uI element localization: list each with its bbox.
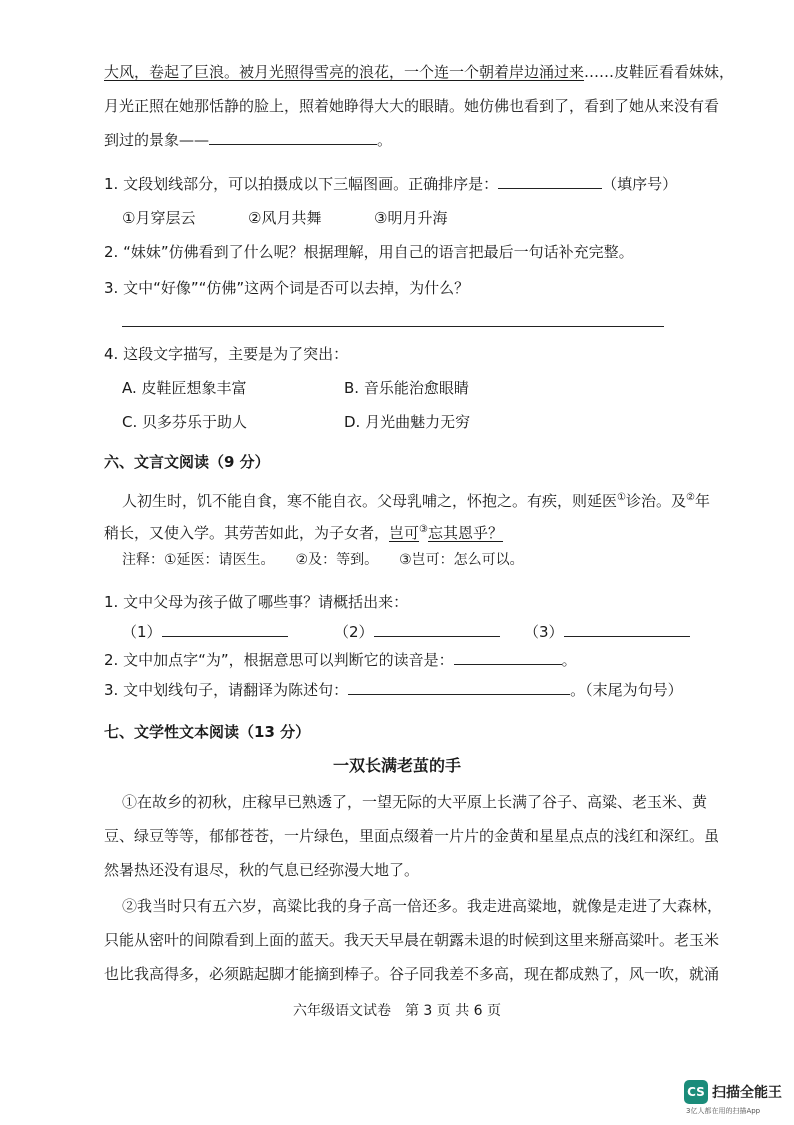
answer-blank[interactable] — [374, 622, 500, 637]
passage-line-3-text: 到过的景象—— — [104, 131, 210, 149]
section-6-question-3 — [104, 680, 683, 700]
q1-option-2: ②风月共舞 — [248, 209, 322, 227]
s6-q1-blank-1 — [122, 622, 288, 642]
blank-label: （2） — [334, 623, 374, 641]
q4-option-a: A. 皮鞋匠想象丰富 — [122, 379, 247, 397]
article-p1-line-3: 然暑热还没有退尽，秋的气息已经弥漫大地了。 — [104, 861, 420, 879]
camscanner-logo-icon: CS — [684, 1080, 708, 1104]
camscanner-tagline: 3亿人都在用的扫描App — [686, 1107, 761, 1115]
passage-line-2: 月光正照在她那恬静的脸上，照着她睁得大大的眼睛。她仿佛也看到了，看到了她从来没有看 — [104, 97, 720, 115]
answer-blank[interactable] — [454, 650, 562, 665]
classical-underlined: 忘其恩乎？ — [428, 524, 504, 542]
classical-text: 人初生时，饥不能自食，寒不能自衣。父母乳哺之，怀抱之。有疾，则延医 — [122, 492, 618, 510]
footnote-mark: ③ — [419, 524, 428, 535]
section-7-title: 七、文学性文本阅读（13 分） — [104, 723, 311, 741]
question-1 — [104, 174, 677, 194]
passage-line-1-rest: ……皮鞋匠看看妹妹， — [584, 63, 735, 81]
classical-text: 诊治。及 — [625, 492, 686, 510]
answer-line[interactable] — [122, 326, 664, 327]
passage-underlined-text: 大风，卷起了巨浪。被月光照得雪亮的浪花，一个连一个朝着岸边涌过来 — [104, 63, 585, 81]
passage-line-1 — [104, 62, 734, 82]
classical-notes: 注释：①延医：请医生。 ②及：等到。 ③岂可：怎么可以。 — [122, 552, 524, 568]
passage-line-3-end: 。 — [377, 131, 393, 149]
classical-text: 年 — [694, 492, 710, 510]
camscanner-name: 扫描全能王 — [712, 1085, 782, 1101]
question-end: 。 — [561, 651, 577, 669]
section-6-question-2 — [104, 650, 577, 670]
article-p2-line-1: ②我当时只有五六岁，高粱比我的身子高一倍还多。我走进高粱地，就像是走进了大森林， — [122, 897, 723, 915]
article-p1-line-2: 豆、绿豆等等，郁郁苍苍，一片绿色，里面点缀着一片片的金黄和星星点点的浅红和深红。虽 — [104, 827, 720, 845]
q4-option-c: C. 贝多芬乐于助人 — [122, 413, 248, 431]
blank-label: （1） — [122, 623, 162, 641]
s6-q1-blank-2 — [334, 622, 500, 642]
classical-line-1 — [122, 488, 710, 511]
question-4: 4. 这段文字描写，主要是为了突出： — [104, 345, 349, 363]
classical-underlined: 岂可 — [389, 524, 420, 542]
answer-blank[interactable] — [564, 622, 690, 637]
answer-blank[interactable] — [348, 680, 570, 695]
question-text: 2. 文中加点字“为”，根据意思可以判断它的读音是： — [104, 651, 454, 669]
q1-option-1: ①月穿层云 — [122, 209, 196, 227]
footnote-mark: ① — [617, 492, 626, 503]
question-2: 2. “妹妹”仿佛看到了什么呢？根据理解，用自己的语言把最后一句话补充完整。 — [104, 243, 634, 261]
section-6-question-1: 1. 文中父母为孩子做了哪些事？请概括出来： — [104, 593, 409, 611]
page-footer: 六年级语文试卷 第 3 页 共 6 页 — [292, 1003, 502, 1019]
question-text: 3. 文中划线句子，请翻译为陈述句： — [104, 681, 349, 699]
question-3: 3. 文中“好像”“仿佛”这两个词是否可以去掉，为什么？ — [104, 279, 470, 297]
question-1-text: 1. 文段划线部分，可以拍摄成以下三幅图画。正确排序是： — [104, 175, 499, 193]
article-title: 一双长满老茧的手 — [332, 756, 461, 775]
answer-blank[interactable] — [498, 174, 602, 189]
q4-option-b: B. 音乐能治愈眼睛 — [344, 379, 469, 397]
answer-blank[interactable] — [209, 130, 377, 145]
classical-line-2 — [104, 520, 503, 543]
blank-label: （3） — [524, 623, 564, 641]
section-6-title: 六、文言文阅读（9 分） — [104, 453, 270, 471]
article-p2-line-3: 也比我高得多，必须踮起脚才能摘到棒子。谷子同我差不多高，现在都成熟了，风一吹，就涌 — [104, 965, 720, 983]
q4-option-d: D. 月光曲魅力无穷 — [344, 413, 471, 431]
article-p1-line-1: ①在故乡的初秋，庄稼早已熟透了，一望无际的大平原上长满了谷子、高粱、老玉米、黄 — [122, 793, 708, 811]
footnote-mark: ② — [686, 492, 695, 503]
question-1-suffix: （填序号） — [602, 175, 678, 193]
question-end: 。（末尾为句号） — [570, 681, 683, 699]
passage-line-3 — [104, 130, 392, 150]
q1-option-3: ③明月升海 — [374, 209, 448, 227]
answer-blank[interactable] — [162, 622, 288, 637]
classical-text: 稍长，又使入学。其劳苦如此，为子女者， — [104, 524, 390, 542]
s6-q1-blank-3 — [524, 622, 690, 642]
article-p2-line-2: 只能从密叶的间隙看到上面的蓝天。我天天早晨在朝露未退的时候到这里来掰高粱叶。老玉米 — [104, 931, 720, 949]
